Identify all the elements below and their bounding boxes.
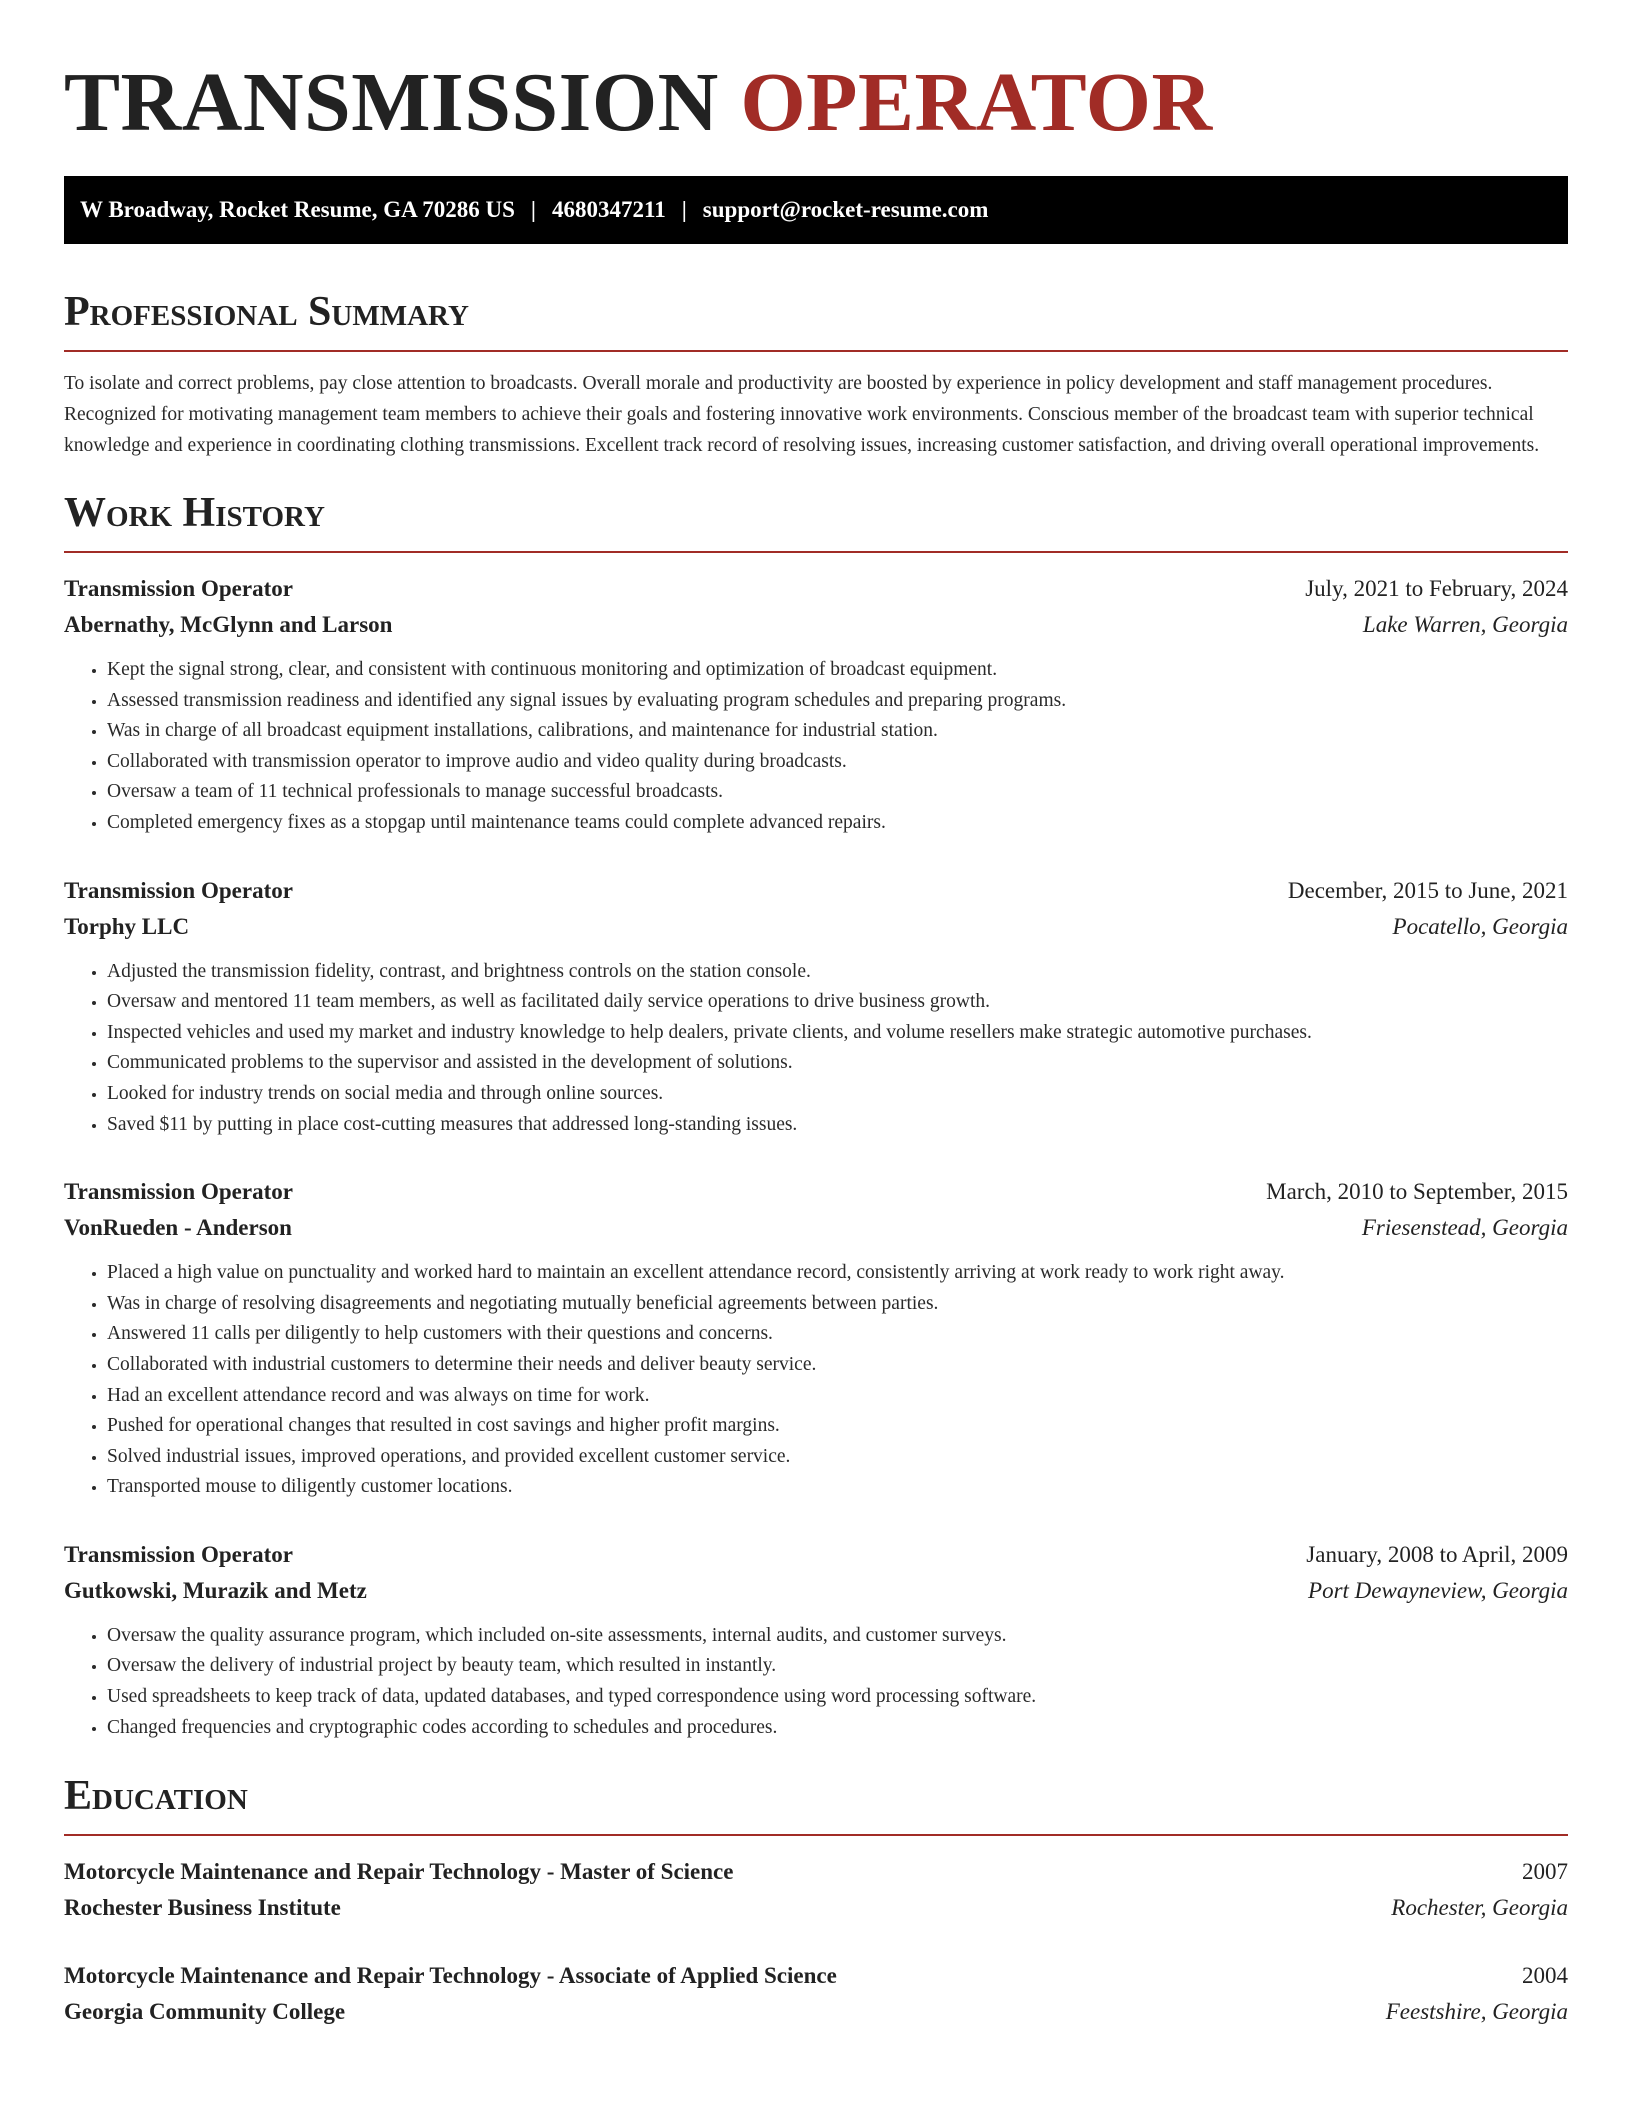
job-company: Abernathy, McGlynn and Larson [64, 612, 393, 637]
job-bullet: • Communicated problems to the supervisor and assisted in the development of solutions. [107, 1048, 1568, 1079]
job-bullet: • Was in charge of all broadcast equipment installations, calibrations, and maintenance for industrial station. [107, 716, 1568, 747]
job-bullet: • Solved industrial issues, improved operations, and provided excellent customer service. [107, 1442, 1568, 1473]
job-location: Port Dewayneview, Georgia [1308, 1577, 1568, 1603]
job-bullet: • Used spreadsheets to keep track of data, updated databases, and typed correspondence using word processing software. [107, 1682, 1568, 1713]
job-bullet: • Collaborated with transmission operator to improve audio and video quality during broadcasts. [107, 747, 1568, 778]
job-bullet: • Oversaw the quality assurance program, which included on-site assessments, internal audits, and customer surveys. [107, 1621, 1568, 1652]
job-bullet: • Oversaw and mentored 11 team members, as well as facilitated daily service operations to drive business growth. [107, 987, 1568, 1018]
contact-bar [64, 176, 1568, 244]
job-header-row [64, 571, 1568, 607]
section-divider [64, 350, 1568, 352]
summary-text: To isolate and correct problems, pay close attention to broadcasts. Overall morale and productivity are boosted by experience in policy development and staff management procedures. Recognized for motivating management team members to achieve their goals and fostering innovative work environments. Conscious member of the broadcast team with superior technical knowledge and experience in coordinating clothing transmissions. Excellent track record of resolving issues, increasing customer satisfaction, and driving overall operational improvements. [64, 373, 1540, 456]
summary-section [64, 287, 1568, 461]
job-bullet: • Collaborated with industrial customers to determine their needs and deliver beauty service. [107, 1350, 1568, 1381]
job-bullet: • Completed emergency fixes as a stopgap until maintenance teams could complete advanced repairs. [107, 808, 1568, 839]
job-bullet: • Transported mouse to diligently customer locations. [107, 1472, 1568, 1503]
job-bullet: • Inspected vehicles and used my market and industry knowledge to help dealers, private clients, and volume resellers make strategic automotive purchases. [107, 1018, 1568, 1049]
contact-separator: | [681, 197, 687, 222]
job-dates: March, 2010 to September, 2015 [1266, 1179, 1568, 1205]
job-bullet: • Had an excellent attendance record and was always on time for work. [107, 1381, 1568, 1412]
education-entry [64, 1854, 1568, 1926]
job-company-row [64, 1573, 1568, 1609]
education-section [64, 1771, 1568, 2030]
job-dates: January, 2008 to April, 2009 [1306, 1541, 1568, 1567]
job-location: Lake Warren, Georgia [1362, 612, 1568, 637]
job-dates: December, 2015 to June, 2021 [1287, 877, 1568, 903]
contact-phone: 4680347211 [551, 197, 666, 222]
job-company: Gutkowski, Murazik and Metz [64, 1577, 367, 1603]
education-school-row [64, 1994, 1568, 2030]
job-bullet: • Saved $11 by putting in place cost-cutting measures that addressed long-standing issues. [107, 1110, 1568, 1141]
work-history-section [64, 488, 1568, 1743]
job-title: Transmission Operator [64, 1179, 293, 1205]
education-school: Georgia Community College [64, 1999, 346, 2025]
education-year: 2007 [1522, 1859, 1568, 1885]
section-divider [64, 1834, 1568, 1836]
job-bullet: • Kept the signal strong, clear, and consistent with continuous monitoring and optimization of broadcast equipment. [107, 655, 1568, 686]
education-degree: Motorcycle Maintenance and Repair Technology - Master of Science [64, 1859, 734, 1885]
job-title: Transmission Operator [64, 1541, 293, 1567]
job-bullet: • Changed frequencies and cryptographic codes according to schedules and procedures. [107, 1713, 1568, 1744]
title-primary: TRANSMISSION [64, 56, 719, 149]
title-accent: OPERATOR [740, 56, 1213, 149]
education-location: Rochester, Georgia [1391, 1895, 1568, 1921]
contact-separator: | [530, 197, 536, 222]
section-heading-work-history: Work History [64, 490, 325, 536]
job-bullet: • Answered 11 calls per diligently to help customers with their questions and concerns. [107, 1319, 1568, 1350]
job-dates: July, 2021 to February, 2024 [1305, 576, 1568, 601]
job-bullet: • Was in charge of resolving disagreements and negotiating mutually beneficial agreements between parties. [107, 1289, 1568, 1320]
job-header-row [64, 873, 1568, 909]
job-bullet: • Assessed transmission readiness and identified any signal issues by evaluating program schedules and preparing programs. [107, 686, 1568, 717]
job-company: Torphy LLC [64, 913, 190, 939]
job-bullets [64, 1258, 1568, 1503]
job-bullet: • Pushed for operational changes that resulted in cost savings and higher profit margins. [107, 1411, 1568, 1442]
job-location: Pocatello, Georgia [1392, 913, 1568, 939]
section-heading-education: Education [64, 1773, 248, 1820]
job-entry [64, 571, 1568, 839]
job-entry [64, 1174, 1568, 1503]
job-bullets [64, 1621, 1568, 1743]
job-company: VonRueden - Anderson [64, 1215, 292, 1241]
job-bullets [64, 655, 1568, 839]
education-school-row [64, 1890, 1568, 1926]
resume-title [64, 0, 1568, 148]
education-location: Feestshire, Georgia [1385, 1999, 1568, 2025]
job-location: Friesenstead, Georgia [1361, 1215, 1568, 1241]
job-title: Transmission Operator [64, 877, 293, 903]
job-bullet: • Placed a high value on punctuality and worked hard to maintain an excellent attendance record, consistently arriving at work ready to work right away. [107, 1258, 1568, 1289]
section-heading-summary: Professional Summary [64, 289, 469, 335]
job-company-row [64, 909, 1568, 945]
education-year: 2004 [1522, 1963, 1568, 1989]
job-bullet: • Oversaw the delivery of industrial project by beauty team, which resulted in instantly. [107, 1651, 1568, 1682]
job-header-row [64, 1174, 1568, 1210]
education-school: Rochester Business Institute [64, 1895, 341, 1921]
job-company-row [64, 607, 1568, 643]
job-entry [64, 1537, 1568, 1743]
job-entry [64, 873, 1568, 1141]
job-bullet: • Oversaw a team of 11 technical professionals to manage successful broadcasts. [107, 777, 1568, 808]
job-title: Transmission Operator [64, 576, 293, 601]
job-bullet: • Adjusted the transmission fidelity, contrast, and brightness controls on the station console. [107, 957, 1568, 988]
contact-address: W Broadway, Rocket Resume, GA 70286 US [80, 197, 515, 222]
job-company-row [64, 1210, 1568, 1246]
section-divider [64, 551, 1568, 553]
education-header-row [64, 1958, 1568, 1994]
job-bullets [64, 957, 1568, 1141]
job-bullet: • Looked for industry trends on social media and through online sources. [107, 1079, 1568, 1110]
education-entry [64, 1958, 1568, 2030]
job-header-row [64, 1537, 1568, 1573]
contact-email: support@rocket-resume.com [702, 197, 989, 222]
education-degree: Motorcycle Maintenance and Repair Technology - Associate of Applied Science [64, 1963, 837, 1989]
education-header-row [64, 1854, 1568, 1890]
